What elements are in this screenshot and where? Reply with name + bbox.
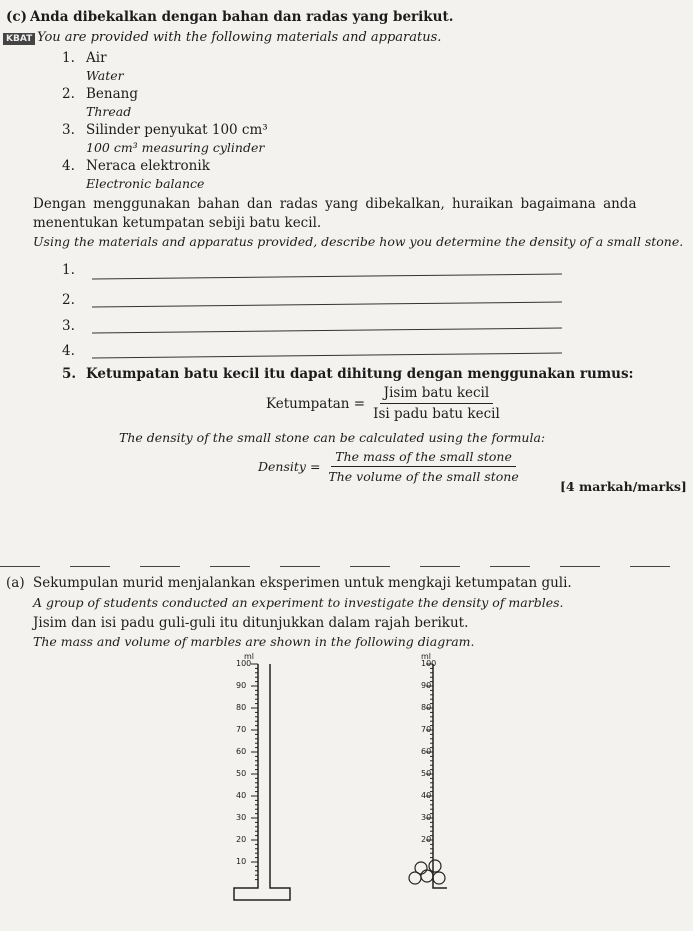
formula-en-intro: The density of the small stone can be calculated using the formula: [119, 430, 546, 445]
answer-3-line[interactable] [92, 328, 562, 334]
section-c-title-en: You are provided with the following materials and apparatus. [37, 30, 442, 45]
scale-label: 40 [421, 791, 432, 800]
section-a-title-ms: Sekumpulan murid menjalankan eksperimen untuk mengkaji ketumpatan guli. [33, 575, 572, 591]
cylinder-right-unit: ml [421, 652, 432, 661]
scale-label: 10 [236, 857, 247, 866]
section-a-line2-en: The mass and volume of marbles are shown in the following diagram. [33, 634, 475, 649]
step5-num: 5. [62, 366, 77, 382]
formula-en-denominator: The volume of the small stone [328, 469, 519, 484]
item-4-en: Electronic balance [86, 176, 205, 191]
answer-2-num: 2. [62, 292, 75, 308]
scale-label: 20 [236, 835, 247, 844]
marks-label: [4 markah/marks] [560, 479, 687, 494]
scale-label: 50 [236, 769, 247, 778]
cylinder-left-drawing [200, 650, 300, 910]
section-a-label: (a) [6, 575, 25, 591]
marble [415, 862, 427, 874]
item-2-en: Thread [86, 104, 132, 119]
item-1-en: Water [86, 68, 124, 83]
item-1-ms: Air [86, 50, 107, 66]
item-1-num: 1. [62, 50, 75, 66]
answer-1-line[interactable] [92, 274, 562, 280]
measuring-cylinder-right [395, 650, 495, 910]
instruction-en: Using the materials and apparatus provided, describe how you determine the density of a small stone. [33, 234, 684, 249]
scale-label: 60 [421, 747, 432, 756]
scale-label: 90 [236, 681, 247, 690]
formula-en-lhs: Density = [258, 459, 321, 474]
scale-label: 90 [421, 681, 432, 690]
answer-4-line[interactable] [92, 353, 562, 359]
answer-1-num: 1. [62, 262, 75, 278]
section-c-title-ms: Anda dibekalkan dengan bahan dan radas yang berikut. [30, 9, 454, 25]
section-a-title-en: A group of students conducted an experiment to investigate the density of marbles. [33, 595, 564, 610]
scale-label: 40 [236, 791, 247, 800]
step5-text: Ketumpatan batu kecil itu dapat dihitung dengan menggunakan rumus: [86, 366, 634, 382]
instruction-ms-line1: Dengan menggunakan bahan dan radas yang dibekalkan, huraikan bagaimana anda [33, 196, 637, 212]
marble [421, 870, 433, 882]
scale-label: 20 [421, 835, 432, 844]
scale-label: 50 [421, 769, 432, 778]
item-3-num: 3. [62, 122, 75, 138]
scale-label: 60 [236, 747, 247, 756]
answer-3-num: 3. [62, 318, 75, 334]
item-4-num: 4. [62, 158, 75, 174]
cylinder-right-drawing [395, 650, 495, 910]
scale-label: 100 [236, 659, 252, 668]
item-3-en: 100 cm³ measuring cylinder [86, 140, 265, 155]
formula-en [258, 449, 523, 484]
instruction-ms-line2: menentukan ketumpatan sebiji batu kecil. [33, 215, 322, 231]
item-4-ms: Neraca elektronik [86, 158, 210, 174]
item-2-num: 2. [62, 86, 75, 102]
kbat-badge: KBAT [3, 33, 35, 45]
marble [433, 872, 445, 884]
scale-label: 80 [421, 703, 432, 712]
answer-4-num: 4. [62, 343, 75, 359]
marble [429, 860, 441, 872]
measuring-cylinder-left [200, 650, 300, 910]
scale-label: 70 [236, 725, 247, 734]
section-divider [0, 566, 693, 567]
scale-label: 100 [421, 659, 437, 668]
section-c-label: (c) [6, 9, 27, 25]
section-a-line2-ms: Jisim dan isi padu guli-guli itu ditunjukkan dalam rajah berikut. [33, 615, 469, 631]
answer-2-line[interactable] [92, 302, 562, 308]
scale-label: 30 [236, 813, 247, 822]
item-2-ms: Benang [86, 86, 138, 102]
cylinder-left-unit: ml [244, 652, 255, 661]
formula-en-numerator: The mass of the small stone [331, 449, 516, 467]
formula-ms-numerator: Jisim batu kecil [380, 385, 494, 404]
scale-label: 80 [236, 703, 247, 712]
formula-ms [266, 385, 504, 422]
scale-label: 70 [421, 725, 432, 734]
item-3-ms: Silinder penyukat 100 cm³ [86, 122, 268, 138]
formula-ms-lhs: Ketumpatan = [266, 395, 366, 412]
scale-label: 30 [421, 813, 432, 822]
formula-ms-denominator: Isi padu batu kecil [373, 406, 500, 422]
